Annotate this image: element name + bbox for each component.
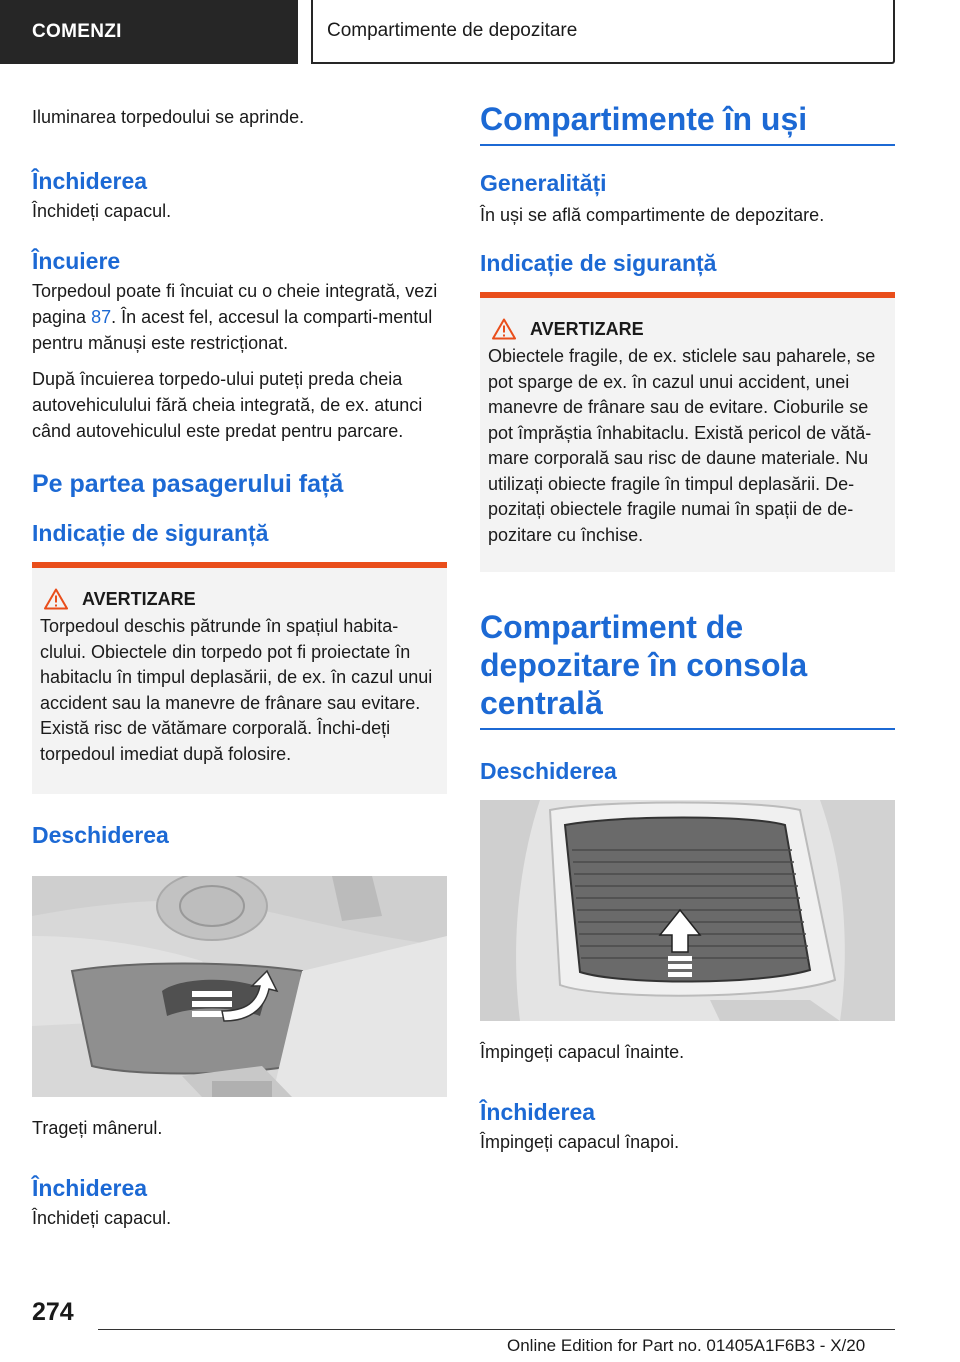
chapter-title: COMENZI <box>32 21 122 42</box>
intro-text: Iluminarea torpedoului se aprinde. <box>32 107 305 127</box>
general-text: În uși se află compartimente de depozitare. <box>480 205 825 225</box>
footer-divider <box>98 1329 895 1330</box>
warning-text-right: Obiectele fragile, de ex. sticlele sau paharele, se pot sparge de ex. în cazul unui accident, unei manevre de frânare sau de evitare. Cioburile se pot împrăștia înhabitaclu. Există pericol de vătă-mare corporală sau risc de daune materiale. Nu utilizați obiecte fragile în timpul deplasării. De-pozitați obiectele fragile numai în spații de de-pozitare cu închise. <box>488 346 876 545</box>
closing-heading: Închiderea <box>32 168 148 194</box>
console-opening-heading: Deschiderea <box>480 758 617 784</box>
console-closing-text: Împingeți capacul înapoi. <box>480 1132 680 1152</box>
page-number: 274 <box>32 1298 74 1326</box>
closing-text: Închideți capacul. <box>32 201 172 221</box>
console-illustration <box>480 800 895 1021</box>
warning-box-right <box>480 292 895 572</box>
left-column <box>32 100 447 1231</box>
warning-text: Torpedoul deschis pătrunde în spațiul habita-clului. Obiectele din torpedo pot fi proiectate în habitaclu în timpul deplasării, de ex. în cazul unui accident sau la manevre de frânare sau evitare. Există risc de vătămare corporală. Închi-deți torpedoul imediat după folosire. <box>40 616 433 764</box>
right-column <box>480 100 895 1155</box>
doors-heading: Compartimente în uși <box>480 100 895 146</box>
warning-title: AVERTIZARE <box>82 588 196 609</box>
closing-text-2: Închideți capacul. <box>32 1208 172 1228</box>
warning-triangle-icon <box>492 318 516 340</box>
section-title: Compartimente de depozitare <box>327 20 578 41</box>
safety-heading: Indicație de siguranță <box>32 520 269 546</box>
console-opening-text: Împingeți capacul înainte. <box>480 1042 685 1062</box>
section-header <box>311 0 895 64</box>
glovebox-illustration <box>32 876 447 1097</box>
console-heading: Compartiment de depozitare în consola centrală <box>480 608 895 730</box>
general-heading: Generalități <box>480 170 607 196</box>
console-closing-heading: Închiderea <box>480 1099 596 1125</box>
warning-box <box>32 562 447 794</box>
edition-footer: Online Edition for Part no. 01405A1F6B3 - X/20 <box>507 1336 866 1355</box>
chapter-tab <box>0 0 298 64</box>
opening-heading: Deschiderea <box>32 822 169 848</box>
page-reference-link[interactable]: 87 <box>91 307 112 327</box>
passenger-heading: Pe partea pasagerului față <box>32 470 344 498</box>
warning-triangle-icon <box>44 588 68 610</box>
opening-text: Trageți mânerul. <box>32 1118 163 1138</box>
lock-heading: Încuiere <box>32 248 121 274</box>
safety-heading-right: Indicație de siguranță <box>480 250 717 276</box>
warning-header <box>40 588 439 610</box>
closing-heading-2: Închiderea <box>32 1175 148 1201</box>
warning-header-right <box>488 318 887 340</box>
lock-text: Torpedoul poate fi încuiat cu o cheie integrată, vezi pagina 87. În acest fel, accesul la comparti-mentul pentru mănuși este restricționat. <box>32 281 438 353</box>
warning-title-right: AVERTIZARE <box>530 318 644 339</box>
lock-text-2: După încuierea torpedo-ului puteți preda cheia autovehiculului fără cheia integrată, de ex. atunci când autovehiculul este predat pentru parcare. <box>32 369 423 441</box>
